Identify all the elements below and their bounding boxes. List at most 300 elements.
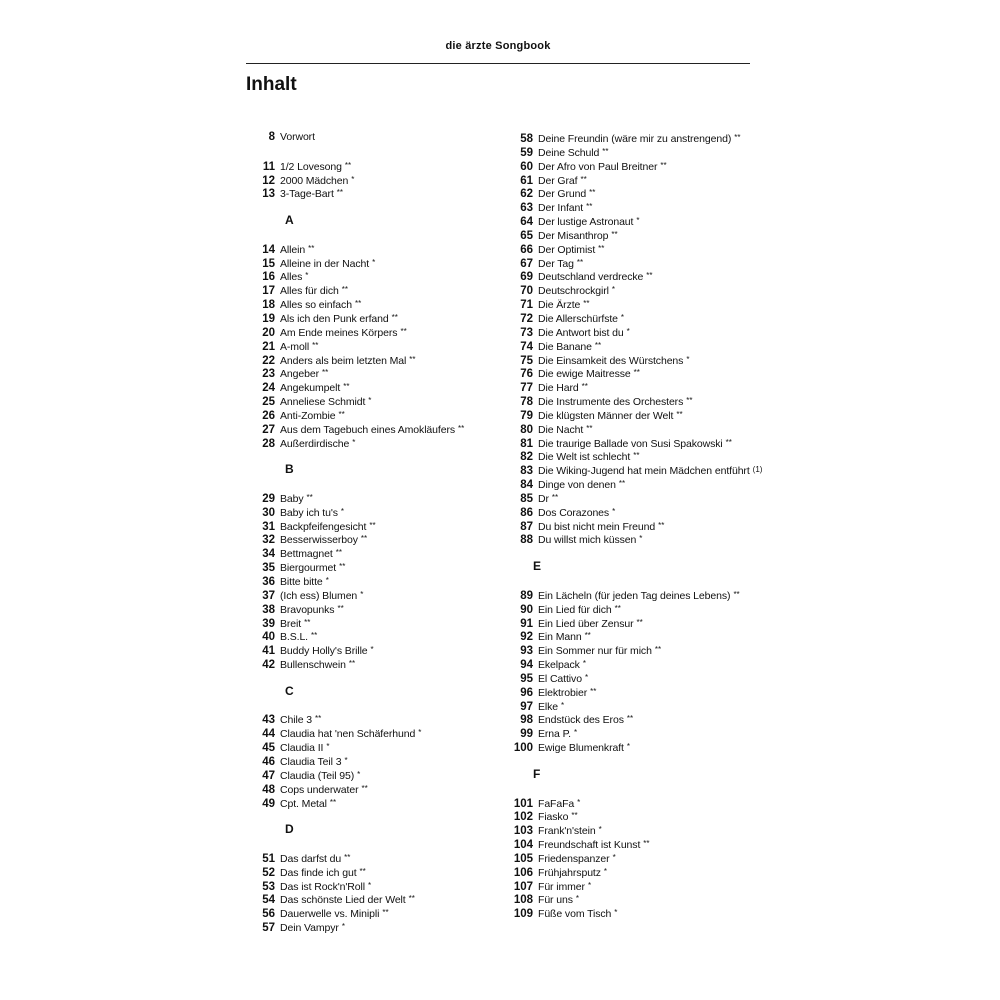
page-number: 65 xyxy=(520,229,533,242)
song-title: Der Misanthrop xyxy=(538,229,609,242)
page-number: 64 xyxy=(520,216,533,229)
song-title: Ein Mann xyxy=(538,631,582,644)
toc-entry xyxy=(246,616,486,630)
footnote-mark: ** xyxy=(583,299,590,309)
spacer xyxy=(500,754,790,768)
footnote-mark: * xyxy=(575,894,580,904)
page-number: 103 xyxy=(513,825,533,838)
song-title: Friedenspanzer xyxy=(538,852,610,865)
page-number: 96 xyxy=(520,686,533,699)
footnote-mark: ** xyxy=(581,382,588,392)
page-number: 71 xyxy=(520,299,533,312)
toc-entry xyxy=(246,560,486,574)
page-number: 92 xyxy=(520,631,533,644)
toc-entry xyxy=(500,851,790,865)
toc-entry xyxy=(500,906,790,920)
footnote-mark: ** xyxy=(329,797,337,807)
song-title: Als ich den Punk erfand xyxy=(280,312,389,325)
page-number: 23 xyxy=(262,368,275,381)
page-number: 104 xyxy=(513,839,533,852)
song-title: Frank'n'stein xyxy=(538,825,596,838)
toc-entry xyxy=(246,740,486,754)
footnote-mark: * xyxy=(341,922,345,932)
toc-entry xyxy=(246,726,486,740)
toc-entry xyxy=(500,809,790,823)
page-number: 43 xyxy=(262,714,275,727)
footnote-mark: ** xyxy=(312,340,319,350)
page-number: 38 xyxy=(262,603,275,616)
footnote-mark: * xyxy=(340,506,345,516)
page-number: 105 xyxy=(513,852,533,865)
page-number: 13 xyxy=(262,188,275,201)
song-title: Alles xyxy=(280,271,303,284)
toc-entry xyxy=(500,242,790,256)
footnote-mark: ** xyxy=(654,645,662,655)
page-number: 91 xyxy=(520,617,533,630)
footnote-mark: ** xyxy=(311,631,318,641)
song-title: Vorwort xyxy=(280,131,315,143)
song-title: Alleine in der Nacht xyxy=(280,257,370,270)
page-number: 54 xyxy=(262,894,275,907)
page-number: 66 xyxy=(520,243,533,256)
toc-entry xyxy=(500,726,790,740)
song-title: Claudia II xyxy=(280,742,324,755)
toc-entry xyxy=(246,353,486,367)
footnote-mark: * xyxy=(626,742,630,752)
song-title: Am Ende meines Körpers xyxy=(280,326,398,339)
page-number: 109 xyxy=(513,908,533,921)
footnote-mark: ** xyxy=(598,243,605,253)
footnote-mark: ** xyxy=(633,451,640,461)
footnote-mark: * xyxy=(344,755,348,765)
page-number: 59 xyxy=(520,146,533,159)
toc-entry xyxy=(246,173,486,187)
footnote-mark: ** xyxy=(646,271,653,281)
song-title: Bullenschwein xyxy=(280,659,346,672)
footnote-mark: * xyxy=(357,769,361,779)
song-title: Der Grund xyxy=(538,188,587,201)
footnote-mark: ** xyxy=(304,617,311,627)
footnote-mark: * xyxy=(611,285,615,295)
toc-entry xyxy=(246,588,486,602)
song-title: Ein Lied für dich xyxy=(538,603,612,616)
footnote-mark: ** xyxy=(576,257,584,267)
toc-entry xyxy=(246,574,486,588)
spacer xyxy=(246,671,486,685)
footnote-mark: * xyxy=(418,728,422,738)
footnote-mark: ** xyxy=(611,229,618,239)
toc-entry xyxy=(246,532,486,546)
page-number: 84 xyxy=(520,479,533,492)
footnote-mark: * xyxy=(561,700,565,710)
song-title: Ewige Blumenkraft xyxy=(538,742,624,755)
toc-entry xyxy=(500,532,790,546)
song-title: Die Banane xyxy=(538,340,592,353)
song-title: Allein xyxy=(280,243,306,256)
song-title: Ein Sommer nur für mich xyxy=(538,645,652,658)
toc-entry xyxy=(246,297,486,311)
song-title: Die Hard xyxy=(538,382,579,395)
song-title: Buddy Holly's Brille xyxy=(280,645,368,658)
song-title: Die ewige Maitresse xyxy=(538,368,631,381)
page-number: 74 xyxy=(520,340,533,353)
page-number: 95 xyxy=(520,672,533,685)
song-title: Der lustige Astronaut xyxy=(538,216,634,229)
footnote-mark: * xyxy=(326,742,330,752)
footnote-mark: * xyxy=(351,174,355,184)
song-title: Claudia Teil 3 xyxy=(280,755,342,768)
toc-entry xyxy=(246,920,486,934)
toc-entry xyxy=(500,616,790,630)
song-title: Elektrobier xyxy=(538,686,588,699)
page-number: 11 xyxy=(262,160,275,173)
toc-entry xyxy=(500,685,790,699)
toc-entry xyxy=(246,256,486,270)
song-title: Fiasko xyxy=(538,811,569,824)
spacer xyxy=(246,837,486,851)
page-number: 51 xyxy=(262,852,275,865)
footnote-mark: ** xyxy=(339,562,346,572)
toc-entry xyxy=(246,643,486,657)
footnote-mark: * xyxy=(639,534,643,544)
footnote-mark: ** xyxy=(382,908,389,918)
spacer xyxy=(246,145,486,159)
page-number: 106 xyxy=(513,866,533,879)
song-title: Claudia hat 'nen Schäferhund xyxy=(280,728,416,741)
song-title: 3-Tage-Bart xyxy=(280,188,334,201)
song-title: Aus dem Tagebuch eines Amokläufers xyxy=(280,423,456,436)
page-number: 26 xyxy=(262,409,275,422)
footnote-mark: ** xyxy=(686,396,693,406)
toc-entry xyxy=(246,380,486,394)
section-letter: A xyxy=(285,213,294,228)
song-title: Bitte bitte xyxy=(280,576,323,588)
footnote-mark: ** xyxy=(586,202,593,212)
section-letter: C xyxy=(285,683,294,698)
page-number: 67 xyxy=(520,257,533,270)
toc-entry xyxy=(500,283,790,297)
footnote-mark: * xyxy=(367,880,372,890)
song-title: Ein Lächeln (für jeden Tag deines Lebens) xyxy=(538,589,731,602)
toc-entry xyxy=(500,519,790,533)
footnote-mark: * xyxy=(603,866,608,876)
footnote-mark: ** xyxy=(614,603,621,613)
toc-entry xyxy=(500,228,790,242)
footnote-mark: ** xyxy=(590,686,597,696)
page-number: 89 xyxy=(520,589,533,602)
song-title: Füße vom Tisch xyxy=(538,908,612,921)
toc-entry xyxy=(500,657,790,671)
page-number: 46 xyxy=(262,755,275,768)
toc-entry xyxy=(500,311,790,325)
footnote-mark: ** xyxy=(602,146,609,156)
song-title: El Cattivo xyxy=(538,672,582,685)
song-title: Ekelpack xyxy=(538,659,580,672)
page-number: 88 xyxy=(520,534,533,547)
page-number: 41 xyxy=(262,645,275,658)
spacer xyxy=(246,449,486,463)
footnote-mark: ** xyxy=(354,299,362,309)
song-title: Baby ich tu's xyxy=(280,506,338,519)
footnote-mark: * xyxy=(352,437,356,447)
footnote-mark: ** xyxy=(306,492,313,502)
page-number: 63 xyxy=(520,202,533,215)
page-number: 53 xyxy=(262,880,275,893)
section-letter: F xyxy=(533,766,541,781)
footnote-mark: * xyxy=(582,659,586,669)
footnote-mark: * xyxy=(620,312,625,322)
footnote-mark: ** xyxy=(571,811,578,821)
song-title: Deutschland verdrecke xyxy=(538,271,644,284)
page-number: 70 xyxy=(520,285,533,298)
page-number: 16 xyxy=(262,271,275,284)
page-number: 44 xyxy=(262,728,275,741)
song-title: Dos Corazones xyxy=(538,506,610,519)
footnote-mark: ** xyxy=(337,603,344,613)
footnote-mark: ** xyxy=(643,839,650,849)
song-title: Die Instrumente des Orchesters xyxy=(538,396,684,409)
page-number: 87 xyxy=(520,520,533,533)
footnote-mark: ** xyxy=(551,492,559,502)
page-number: 35 xyxy=(262,562,275,575)
toc-entry xyxy=(246,629,486,643)
song-title: Ein Lied über Zensur xyxy=(538,617,634,630)
footnote-mark: ** xyxy=(676,409,683,419)
page-number: 39 xyxy=(262,617,275,630)
toc-entry xyxy=(500,740,790,754)
page-number: 79 xyxy=(520,409,533,422)
page-number: 49 xyxy=(262,797,275,810)
toc-entry xyxy=(500,712,790,726)
spacer xyxy=(246,699,486,713)
toc-entry xyxy=(246,159,486,173)
song-title: Endstück des Eros xyxy=(538,714,624,727)
toc-entry xyxy=(246,394,486,408)
toc-entry xyxy=(500,145,790,159)
song-title: Du bist nicht mein Freund xyxy=(538,520,656,533)
toc-entry xyxy=(246,851,486,865)
page-number: 22 xyxy=(262,354,275,367)
spacer xyxy=(500,546,790,560)
page-number: 61 xyxy=(520,174,533,187)
spacer xyxy=(246,228,486,242)
toc-entry xyxy=(500,380,790,394)
footnote-mark: ** xyxy=(343,382,350,392)
page-number: 99 xyxy=(520,728,533,741)
page-number: 86 xyxy=(520,506,533,519)
page-number: 102 xyxy=(513,811,533,824)
footnote-mark: ** xyxy=(361,783,368,793)
footnote-mark: * xyxy=(370,645,374,655)
page-number: 98 xyxy=(520,714,533,727)
toc-entry xyxy=(246,366,486,380)
footnote-mark: ** xyxy=(618,479,626,489)
song-title: FaFaFa xyxy=(538,797,575,810)
song-title: Dein Vampyr xyxy=(280,922,339,935)
page-number: 29 xyxy=(262,492,275,505)
footnote-mark: ** xyxy=(315,714,322,724)
toc-entry xyxy=(500,892,790,906)
page-number: 8 xyxy=(268,131,275,143)
toc-entry xyxy=(500,408,790,422)
toc-entry xyxy=(500,699,790,713)
page-number: 73 xyxy=(520,326,533,339)
toc-entry xyxy=(246,283,486,297)
page-number: 57 xyxy=(262,922,275,935)
spacer xyxy=(500,782,790,796)
song-title: Bravopunks xyxy=(280,603,335,616)
toc-entry xyxy=(500,422,790,436)
toc-entry xyxy=(246,712,486,726)
song-title: Baby xyxy=(280,492,304,505)
song-title: Dr xyxy=(538,492,549,505)
song-title: Das darfst du xyxy=(280,852,342,865)
page-number: 25 xyxy=(262,396,275,409)
toc-entry xyxy=(500,491,790,505)
toc-entry xyxy=(246,311,486,325)
page-number: 108 xyxy=(513,894,533,907)
footnote-mark: ** xyxy=(369,520,376,530)
footnote-mark: ** xyxy=(322,368,329,378)
song-title: Die Antwort bist du xyxy=(538,326,624,339)
page-number: 101 xyxy=(513,797,533,810)
page-number: 97 xyxy=(520,700,533,713)
spacer xyxy=(246,809,486,823)
song-title: Deine Schuld xyxy=(538,146,600,159)
toc-entry xyxy=(500,879,790,893)
toc-entry xyxy=(500,643,790,657)
footnote-mark: * xyxy=(360,589,364,599)
page-number: 45 xyxy=(262,742,275,755)
song-title: Alles so einfach xyxy=(280,299,352,312)
song-title: Erna P. xyxy=(538,728,571,741)
page-title: Inhalt xyxy=(246,74,297,95)
song-title: Angekumpelt xyxy=(280,382,341,395)
spacer xyxy=(246,200,486,214)
page-number: 31 xyxy=(262,520,275,533)
song-title: Die Nacht xyxy=(538,423,584,436)
footnote-mark: ** xyxy=(341,285,348,295)
page-number: 58 xyxy=(520,133,533,145)
section-letter: B xyxy=(285,462,294,477)
song-title: Die Allerschürfste xyxy=(538,312,618,325)
toc-entry xyxy=(500,214,790,228)
footnote-mark: * xyxy=(612,852,616,862)
toc-entry xyxy=(246,422,486,436)
song-title: Anders als beim letzten Mal xyxy=(280,354,407,367)
footnote-mark: ** xyxy=(626,714,634,724)
toc-entry xyxy=(500,602,790,616)
footnote-mark: * xyxy=(598,825,602,835)
song-title: Das schönste Lied der Welt xyxy=(280,894,406,907)
toc-entry xyxy=(500,865,790,879)
song-title: 1/2 Lovesong xyxy=(280,160,342,173)
song-title: Die Einsamkeit des Würstchens xyxy=(538,354,684,367)
song-title: Der Infant xyxy=(538,202,584,215)
toc-entry xyxy=(246,186,486,200)
song-title: Deutschrockgirl xyxy=(538,285,609,298)
toc-entry xyxy=(246,906,486,920)
song-title: Bettmagnet xyxy=(280,548,333,561)
song-title: Chile 3 xyxy=(280,714,312,727)
footnote-mark: ** xyxy=(660,160,667,170)
song-title: Cpt. Metal xyxy=(280,797,327,810)
page-number: 77 xyxy=(520,382,533,395)
song-title: Der Optimist xyxy=(538,243,596,256)
song-title: Außerdirdische xyxy=(280,437,350,450)
page-number: 83 xyxy=(520,465,533,478)
song-title: (Ich ess) Blumen xyxy=(280,589,358,602)
song-title: Anti-Zombie xyxy=(280,409,336,422)
page-number: 107 xyxy=(513,880,533,893)
page-number: 42 xyxy=(262,659,275,672)
toc-entry xyxy=(246,519,486,533)
page-number: 36 xyxy=(262,576,275,588)
toc-entry xyxy=(500,256,790,270)
song-title: Besserwisserboy xyxy=(280,534,358,547)
footnote-mark: * xyxy=(587,880,592,890)
toc-entry xyxy=(246,879,486,893)
section-letter: D xyxy=(285,822,294,837)
toc-entry xyxy=(500,131,790,145)
running-header xyxy=(246,36,750,64)
footnote-mark: ** xyxy=(408,894,415,904)
footnote-mark: ** xyxy=(335,548,342,558)
footnote-mark: ** xyxy=(636,617,643,627)
footnote-mark: * xyxy=(368,396,372,406)
footnote-mark: ** xyxy=(391,312,398,322)
toc-entry xyxy=(500,505,790,519)
song-title: Der Afro von Paul Breitner xyxy=(538,160,658,173)
footnote-mark: ** xyxy=(308,243,315,253)
song-title: Das finde ich gut xyxy=(280,866,357,879)
footnote-mark: * xyxy=(325,576,329,585)
toc-entry xyxy=(500,436,790,450)
toc-entry xyxy=(500,837,790,851)
page-number: 37 xyxy=(262,589,275,602)
page-number: 82 xyxy=(520,451,533,464)
page-number: 94 xyxy=(520,659,533,672)
toc-entry xyxy=(500,366,790,380)
toc-entry xyxy=(246,892,486,906)
song-title: Du willst mich küssen xyxy=(538,534,637,547)
spacer xyxy=(500,574,790,588)
toc-entry xyxy=(246,242,486,256)
song-title: Die traurige Ballade von Susi Spakowski xyxy=(538,437,723,450)
page-number: 56 xyxy=(262,908,275,921)
song-title: Cops underwater xyxy=(280,783,359,796)
page-number: 40 xyxy=(262,631,275,644)
page-number: 81 xyxy=(520,437,533,450)
toc-entry xyxy=(500,671,790,685)
running-title: die ärzte Songbook xyxy=(445,40,551,52)
footnote-mark: ** xyxy=(734,133,741,142)
page-number: 48 xyxy=(262,783,275,796)
page-number: 20 xyxy=(262,326,275,339)
song-title: Der Graf xyxy=(538,174,578,187)
page-number: 21 xyxy=(262,340,275,353)
page-number: 76 xyxy=(520,368,533,381)
song-title: Anneliese Schmidt xyxy=(280,396,366,409)
page-number: 75 xyxy=(520,354,533,367)
footnote-mark: ** xyxy=(733,589,740,599)
footnote-mark: (1) xyxy=(752,465,763,475)
song-title: A-moll xyxy=(280,340,310,353)
toc-entry xyxy=(246,602,486,616)
footnote-mark: ** xyxy=(359,866,366,876)
toc-entry xyxy=(246,782,486,796)
song-title: B.S.L. xyxy=(280,631,308,644)
